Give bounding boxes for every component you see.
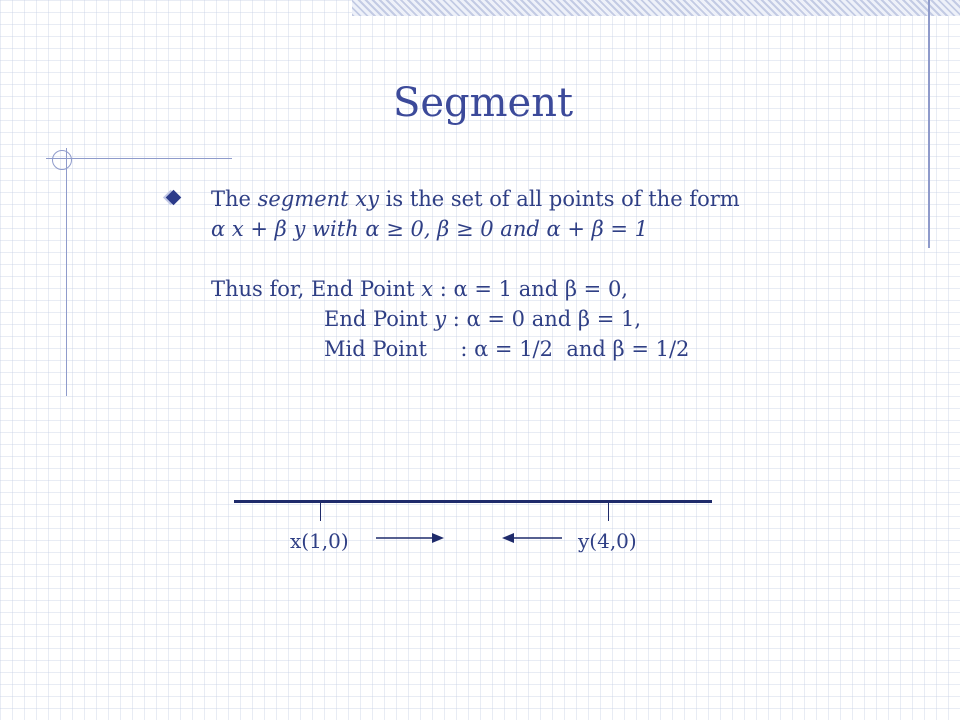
diamond-bullet-icon: [166, 190, 182, 206]
segment-line: [234, 500, 712, 503]
endpoint-y-line: [211, 304, 911, 334]
line1-suffix: is the set of all points of the form: [378, 187, 740, 211]
decorative-vertical-rule-left: [66, 148, 67, 396]
line1-prefix: The: [211, 187, 258, 211]
endpoint-y-lead: End Point: [324, 307, 435, 331]
definition-text: [211, 184, 911, 364]
endpoint-x-rest: : α = 1 and β = 0,: [433, 277, 628, 301]
midpoint-line: Mid Point : α = 1/2 and β = 1/2: [324, 337, 690, 361]
slide-title: Segment: [392, 80, 574, 126]
top-decorative-band: [352, 0, 960, 16]
endpoint-y-rest: : α = 0 and β = 1,: [446, 307, 642, 331]
definition-line-1: [211, 184, 911, 214]
arrow-left-icon: [502, 532, 562, 544]
definition-line-2: α x + β y with α ≥ 0, β ≥ 0 and α + β = 1: [211, 217, 649, 241]
endpoint-x-var: x: [421, 277, 434, 301]
tick-x: [320, 503, 321, 521]
point-y-label: y(4,0): [578, 529, 637, 553]
endpoint-x-lead: Thus for, End Point: [211, 277, 422, 301]
arrow-right-icon: [376, 532, 446, 544]
decorative-horizontal-rule: [46, 158, 232, 159]
blank-line: [211, 244, 911, 274]
decorative-corner-circle: [52, 150, 72, 170]
endpoint-y-var: y: [434, 307, 447, 331]
segment-term: segment xy: [257, 187, 379, 211]
point-x-label: x(1,0): [290, 529, 349, 553]
endpoint-x-line: [211, 274, 911, 304]
tick-y: [608, 503, 609, 521]
